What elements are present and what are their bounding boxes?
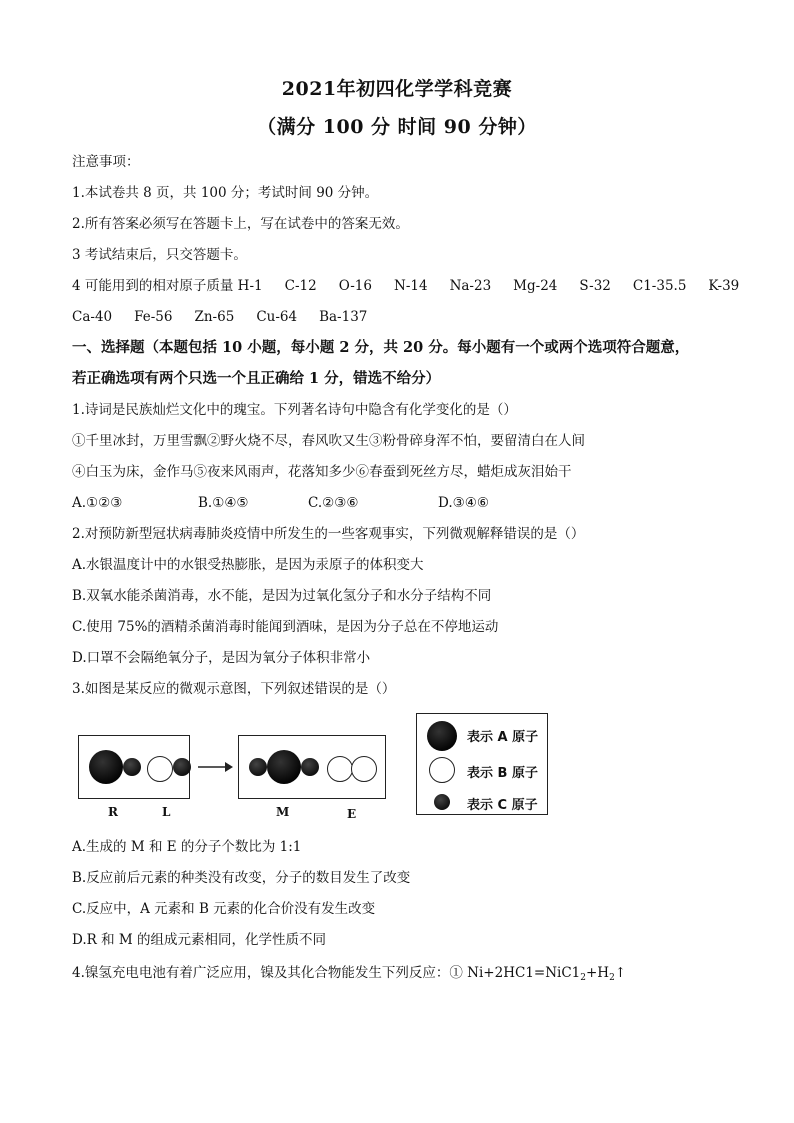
mass-item: Fe-56 (134, 309, 173, 325)
option-b: B.①④⑤ (198, 495, 249, 511)
atom-b (147, 756, 173, 782)
mass-item: C-12 (284, 278, 317, 294)
section1-heading-line1: 一、选择题（本题包括 10 小题，每小题 2 分，共 20 分。每小题有一个或两个选项符合题意， (72, 339, 690, 356)
q2-option-a: A.水银温度计中的水银受热膨胀，是因为汞原子的体积变大 (72, 557, 424, 573)
atom-a (89, 750, 123, 784)
option-a: A.①②③ (72, 495, 123, 511)
section1-heading-line2: 若正确选项有两个只选一个且正确给 1 分，错选不给分） (72, 370, 441, 387)
legend-c-text: 表示 C 原子 (467, 798, 538, 813)
equation-part: +H (586, 965, 610, 981)
note-item: 3 考试结束后，只交答题卡。 (72, 247, 247, 263)
equation-number: ① (449, 965, 463, 981)
mass-item: Ca-40 (72, 309, 113, 325)
mass-item: Cu-64 (256, 309, 298, 325)
label-l: L (162, 805, 171, 819)
q4-stem-line (72, 964, 626, 987)
notes-heading: 注意事项： (72, 154, 140, 170)
equation-part: Ni+2HC1=NiC1 (462, 965, 581, 981)
q2-option-d: D.口罩不会隔绝氧分子，是因为氧分子体积非常小 (72, 650, 371, 666)
q3-stem: 3.如图是某反应的微观示意图，下列叙述错误的是（） (72, 681, 396, 697)
atom-b (327, 756, 353, 782)
q1-poem-line2: ④白玉为床，金作马⑤夜来风雨声，花落知多少⑥春蚕到死丝方尽，蜡炬成灰泪始干 (72, 464, 572, 480)
option-d: D.③④⑥ (438, 495, 489, 511)
q3-option-d: D.R 和 M 的组成元素相同，化学性质不同 (72, 932, 326, 948)
legend-b-text: 表示 B 原子 (467, 766, 538, 781)
reactants-box (78, 735, 190, 799)
mass-item: K-39 (708, 278, 740, 294)
atomic-masses-row1 (72, 277, 739, 295)
q1-stem: 1.诗词是民族灿烂文化中的瑰宝。下列著名诗句中隐含有化学变化的是（） (72, 402, 517, 418)
mass-item: Ba-137 (319, 309, 368, 325)
legend-a-text: 表示 A 原子 (467, 730, 539, 745)
q3-option-a: A.生成的 M 和 E 的分子个数比为 1:1 (72, 839, 302, 855)
mass-item: N-14 (394, 278, 428, 294)
exam-title: 2021年初四化学学科竞赛 (281, 78, 513, 100)
equation-subscript: 2 (609, 973, 615, 983)
products-box (238, 735, 386, 799)
q3-option-b: B.反应前后元素的种类没有改变，分子的数目发生了改变 (72, 870, 411, 886)
gas-arrow: ↑ (614, 965, 627, 981)
mass-item: Mg-24 (513, 278, 558, 294)
legend-atom-b (429, 757, 455, 783)
note-item: 1.本试卷共 8 页，共 100 分；考试时间 90 分钟。 (72, 185, 379, 201)
q4-stem: 4.镍氢充电电池有着广泛应用，镍及其化合物能发生下列反应： (72, 965, 450, 981)
label-e: E (347, 807, 357, 821)
q2-stem: 2.对预防新型冠状病毒肺炎疫情中所发生的一些客观事实，下列微观解释错误的是（） (72, 526, 585, 542)
exam-subtitle: （满分 100 分 时间 90 分钟） (257, 116, 537, 138)
atom-c (249, 758, 267, 776)
q3-option-c: C.反应中，A 元素和 B 元素的化合价没有发生改变 (72, 901, 376, 917)
q1-options (72, 494, 489, 512)
mass-item: O-16 (338, 278, 372, 294)
mass-item: S-32 (579, 278, 611, 294)
mass-item: C1-35.5 (632, 278, 687, 294)
q2-option-c: C.使用 75%的酒精杀菌消毒时能闻到酒味，是因为分子总在不停地运动 (72, 619, 499, 635)
q2-option-b: B.双氧水能杀菌消毒，水不能，是因为过氧化氢分子和水分子结构不同 (72, 588, 492, 604)
label-r: R (108, 805, 118, 819)
atom-c (123, 758, 141, 776)
atom-b (351, 756, 377, 782)
reaction-arrow-icon (196, 760, 234, 774)
legend-box (416, 713, 548, 815)
label-m: M (276, 805, 290, 819)
note-item: 2.所有答案必须写在答题卡上，写在试卷中的答案无效。 (72, 216, 409, 232)
equation-subscript: 2 (580, 973, 586, 983)
atom-c (173, 758, 191, 776)
masses-intro: 4 可能用到的相对原子质量 H-1 (72, 278, 263, 294)
atom-c (301, 758, 319, 776)
atom-a (267, 750, 301, 784)
legend-atom-a (427, 721, 457, 751)
legend-atom-c (434, 794, 450, 810)
mass-item: Na-23 (449, 278, 492, 294)
option-c: C.②③⑥ (308, 495, 359, 511)
atomic-masses-row2 (72, 308, 367, 326)
q1-poem-line1: ①千里冰封，万里雪飘②野火烧不尽，春风吹又生③粉骨碎身浑不怕，要留清白在人间 (72, 433, 585, 449)
mass-item: Zn-65 (194, 309, 235, 325)
